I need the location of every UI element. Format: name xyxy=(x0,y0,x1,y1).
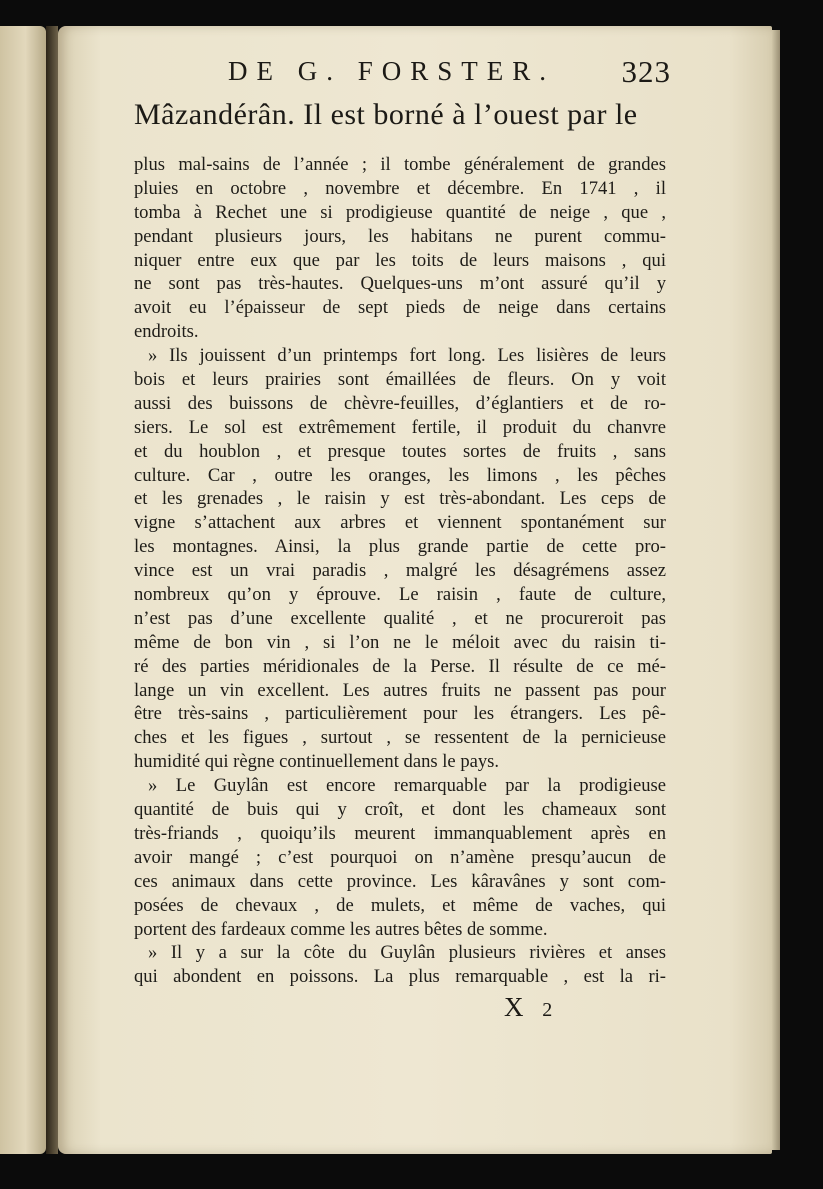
left-page-edge xyxy=(0,26,46,1154)
text-line: humidité qui règne continuellement dans le pays. xyxy=(134,751,500,773)
running-head xyxy=(228,56,670,90)
text-line: qui abondent en poissons. La plus remarquable , est la ri- xyxy=(134,966,666,988)
text-line: et du houblon , et presque toutes sortes de fruits , sans xyxy=(134,440,666,462)
text-line: ne sont pas très-hautes. Quelques-uns m’ont assuré qu’il y xyxy=(134,273,666,295)
body-text xyxy=(134,153,666,989)
signature-number: 2 xyxy=(542,999,559,1021)
text-line: lange un vin excellent. Les autres fruits ne passent pas pour xyxy=(134,679,666,701)
text-line: » Ils jouissent d’un printemps fort long. Les lisières de leurs xyxy=(148,345,666,367)
text-line: pluies en octobre , novembre et décembre. En 1741 , il xyxy=(134,177,666,199)
text-line: » Le Guylân est encore remarquable par la prodigieuse xyxy=(148,775,666,797)
text-line: endroits. xyxy=(134,321,199,343)
book-gutter xyxy=(46,26,58,1154)
text-line: les montagnes. Ainsi, la plus grande partie de cette pro- xyxy=(134,536,666,558)
text-line: » Il y a sur la côte du Guylân plusieurs rivières et anses xyxy=(148,942,666,964)
text-line: aussi des buissons de chèvre-feuilles, d’églantiers et de ro- xyxy=(134,392,666,414)
text-line: vince est un vrai paradis , malgré les désagrémens assez xyxy=(134,560,666,582)
signature-letter: X xyxy=(504,992,530,1022)
text-line: très-friands , quoiqu’ils meurent immanquablement après en xyxy=(134,822,666,844)
text-line: pendant plusieurs jours, les habitans ne purent commu- xyxy=(134,225,666,247)
text-line: posées de chevaux , de mulets, et même de vaches, qui xyxy=(134,894,666,916)
text-line: et les grenades , le raisin y est très-abondant. Les ceps de xyxy=(134,488,666,510)
text-line: quantité de buis qui y croît, et dont les chameaux sont xyxy=(134,799,666,821)
text-line: avoir mangé ; c’est pourquoi on n’amène presqu’aucun de xyxy=(134,846,666,868)
text-line: vigne s’attachent aux arbres et viennent spontanément sur xyxy=(134,512,666,534)
text-line: même de bon vin , si l’on ne le méloit avec du raisin ti- xyxy=(134,631,666,653)
text-line: nombreux qu’on y éprouve. Le raisin , faute de culture, xyxy=(134,584,666,606)
text-line: bois et leurs prairies sont émaillées de fleurs. On y voit xyxy=(134,369,666,391)
page-number: 323 xyxy=(621,54,671,89)
text-line: être très-sains , particulièrement pour les étrangers. Les pê- xyxy=(134,703,666,725)
text-line: avoit eu l’épaisseur de sept pieds de neige dans certains xyxy=(134,297,666,319)
text-line: tomba à Rechet une si prodigieuse quantité de neige , que , xyxy=(134,201,666,223)
text-line: portent des fardeaux comme les autres bêtes de somme. xyxy=(134,918,548,940)
text-line: plus mal-sains de l’année ; il tombe généralement de grandes xyxy=(134,154,666,175)
text-line: siers. Le sol est extrêmement fertile, il produit du chanvre xyxy=(134,416,666,438)
page-fore-edge xyxy=(772,30,780,1150)
text-line: n’est pas d’une excellente qualité , et ne procureroit pas xyxy=(134,607,666,629)
text-line: ré des parties méridionales de la Perse. Il résulte de ce mé- xyxy=(134,655,666,677)
running-head-text: DE G. FORSTER. xyxy=(228,56,556,86)
signature-mark xyxy=(504,992,558,1023)
text-line: niquer entre eux que par les toits de leurs maisons , qui xyxy=(134,249,666,271)
text-line: ces animaux dans cette province. Les kâravânes y sont com- xyxy=(134,870,666,892)
text-line: culture. Car , outre les oranges, les limons , les pêches xyxy=(134,464,666,486)
hanging-first-line: Mâzandérân. Il est borné à l’ouest par le xyxy=(134,98,638,131)
text-line: ches et les figues , surtout , se ressentent de la pernicieuse xyxy=(134,727,666,749)
